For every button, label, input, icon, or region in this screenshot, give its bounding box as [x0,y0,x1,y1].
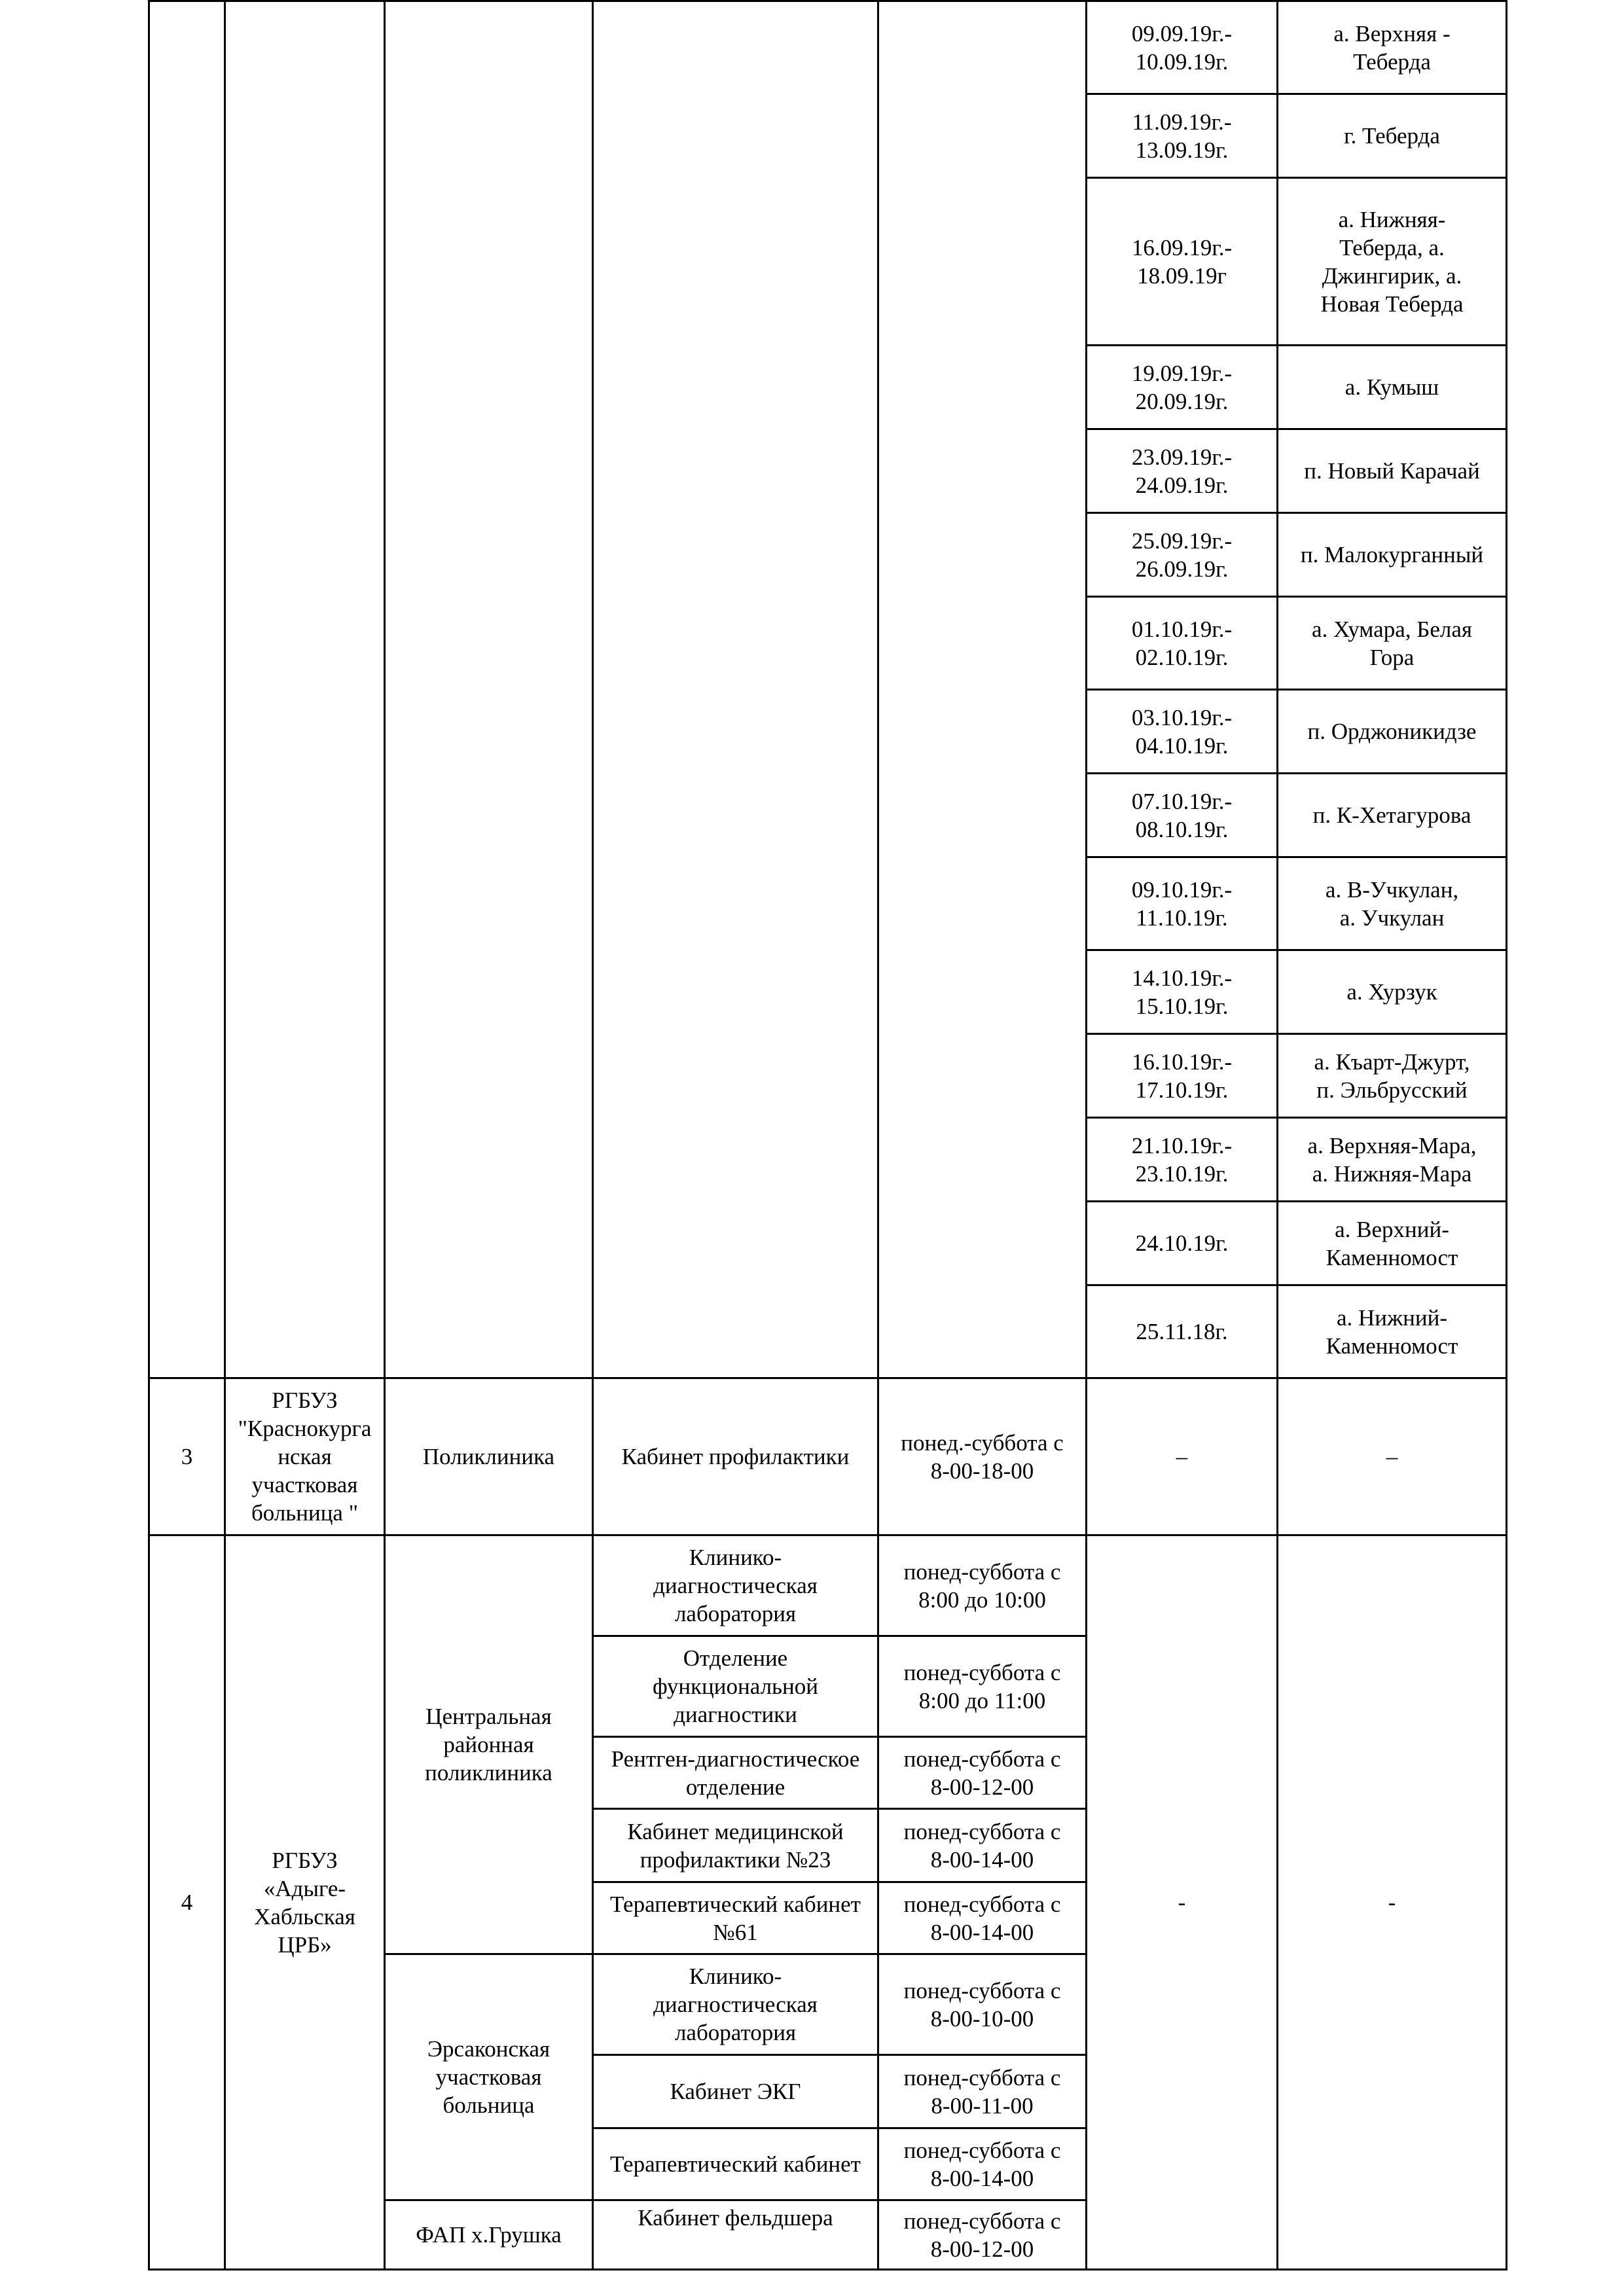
place-cell: а. Хурзук [1278,950,1507,1034]
dates-cell: 03.10.19г.- 04.10.19г. [1087,690,1278,774]
department-cell: Кабинет профилактики [593,1378,878,1535]
place-cell: а. Хумара, Белая Гора [1278,597,1507,690]
department-cell: Клинико- диагностическая лаборатория [593,1954,878,2055]
hours-cell: понед-суббота с 8:00 до 10:00 [878,1535,1087,1636]
department-cell: Терапевтический кабинет [593,2128,878,2200]
dates-cell: 21.10.19г.- 23.10.19г. [1087,1118,1278,1202]
place-cell: п. Орджоникидзе [1278,690,1507,774]
dates-cell: 19.09.19г.- 20.09.19г. [1087,346,1278,429]
hours-cell: понед-суббота с 8-00-14-00 [878,1809,1087,1882]
hours-cell: понед-суббота с 8-00-10-00 [878,1954,1087,2055]
dates-cell: 14.10.19г.- 15.10.19г. [1087,950,1278,1034]
place-cell: г. Теберда [1278,94,1507,178]
unit-cell: Эрсаконская участковая больница [385,1954,593,2200]
place-cell: а. Къарт-Джурт, п. Эльбрусский [1278,1034,1507,1118]
place-cell: п. Новый Карачай [1278,429,1507,513]
place-cell: а. В-Учкулан, а. Учкулан [1278,857,1507,950]
row-number: 3 [149,1378,225,1535]
unit-cell: ФАП х.Грушка [385,2200,593,2270]
place-cell: а. Верхний- Каменномост [1278,1202,1507,1285]
hours-cell: понед-суббота с 8-00-14-00 [878,1882,1087,1954]
dates-cell: 25.11.18г. [1087,1285,1278,1378]
schedule-table [148,0,1507,2270]
dates-cell: 23.09.19г.- 24.09.19г. [1087,429,1278,513]
organization-cell: РГБУЗ «Адыге- Хабльская ЦРБ» [225,1535,385,2270]
table-row [149,1535,1507,1636]
hours-cell: понед-суббота с 8-00-12-00 [878,2200,1087,2270]
hours-cell: понед-суббота с 8:00 до 11:00 [878,1636,1087,1737]
dates-cell: 07.10.19г.- 08.10.19г. [1087,774,1278,857]
dates-cell: 09.10.19г.- 11.10.19г. [1087,857,1278,950]
hours-cell: понед-суббота с 8-00-11-00 [878,2055,1087,2128]
organization-cell: РГБУЗ "Краснокурга нская участковая больница " [225,1378,385,1535]
place-cell: а. Нижняя- Теберда, а. Джингирик, а. Новая Теберда [1278,178,1507,346]
department-cell: Кабинет фельдшера [593,2200,878,2270]
dates-cell: 25.09.19г.- 26.09.19г. [1087,513,1278,597]
department-cell-continued [593,1,878,1378]
department-cell: Клинико- диагностическая лаборатория [593,1535,878,1636]
dates-cell: – [1087,1378,1278,1535]
dates-cell: - [1087,1535,1278,2270]
hours-cell: понед-суббота с 8-00-14-00 [878,2128,1087,2200]
dates-cell: 09.09.19г.- 10.09.19г. [1087,1,1278,94]
unit-cell-continued [385,1,593,1378]
department-cell: Отделение функциональной диагностики [593,1636,878,1737]
place-cell: п. Малокурганный [1278,513,1507,597]
place-cell: - [1278,1535,1507,2270]
dates-cell: 01.10.19г.- 02.10.19г. [1087,597,1278,690]
table-row [149,1378,1507,1535]
hours-cell: понед.-суббота с 8-00-18-00 [878,1378,1087,1535]
place-cell: а. Нижний- Каменномост [1278,1285,1507,1378]
department-cell: Кабинет ЭКГ [593,2055,878,2128]
place-cell: а. Кумыш [1278,346,1507,429]
department-cell: Терапевтический кабинет №61 [593,1882,878,1954]
department-cell: Рентген-диагностическое отделение [593,1737,878,1809]
unit-cell: Центральная районная поликлиника [385,1535,593,1954]
dates-cell: 16.10.19г.- 17.10.19г. [1087,1034,1278,1118]
place-cell: а. Верхняя - Теберда [1278,1,1507,94]
dates-cell: 24.10.19г. [1087,1202,1278,1285]
number-cell-continued [149,1,225,1378]
place-cell: а. Верхняя-Мара, а. Нижняя-Мара [1278,1118,1507,1202]
place-cell: п. К-Хетагурова [1278,774,1507,857]
dates-cell: 16.09.19г.- 18.09.19г [1087,178,1278,346]
hours-cell: понед-суббота с 8-00-12-00 [878,1737,1087,1809]
organization-cell-continued [225,1,385,1378]
table-row [149,1,1507,94]
department-cell: Кабинет медицинской профилактики №23 [593,1809,878,1882]
dates-cell: 11.09.19г.- 13.09.19г. [1087,94,1278,178]
unit-cell: Поликлиника [385,1378,593,1535]
place-cell: – [1278,1378,1507,1535]
hours-cell-continued [878,1,1087,1378]
row-number: 4 [149,1535,225,2270]
